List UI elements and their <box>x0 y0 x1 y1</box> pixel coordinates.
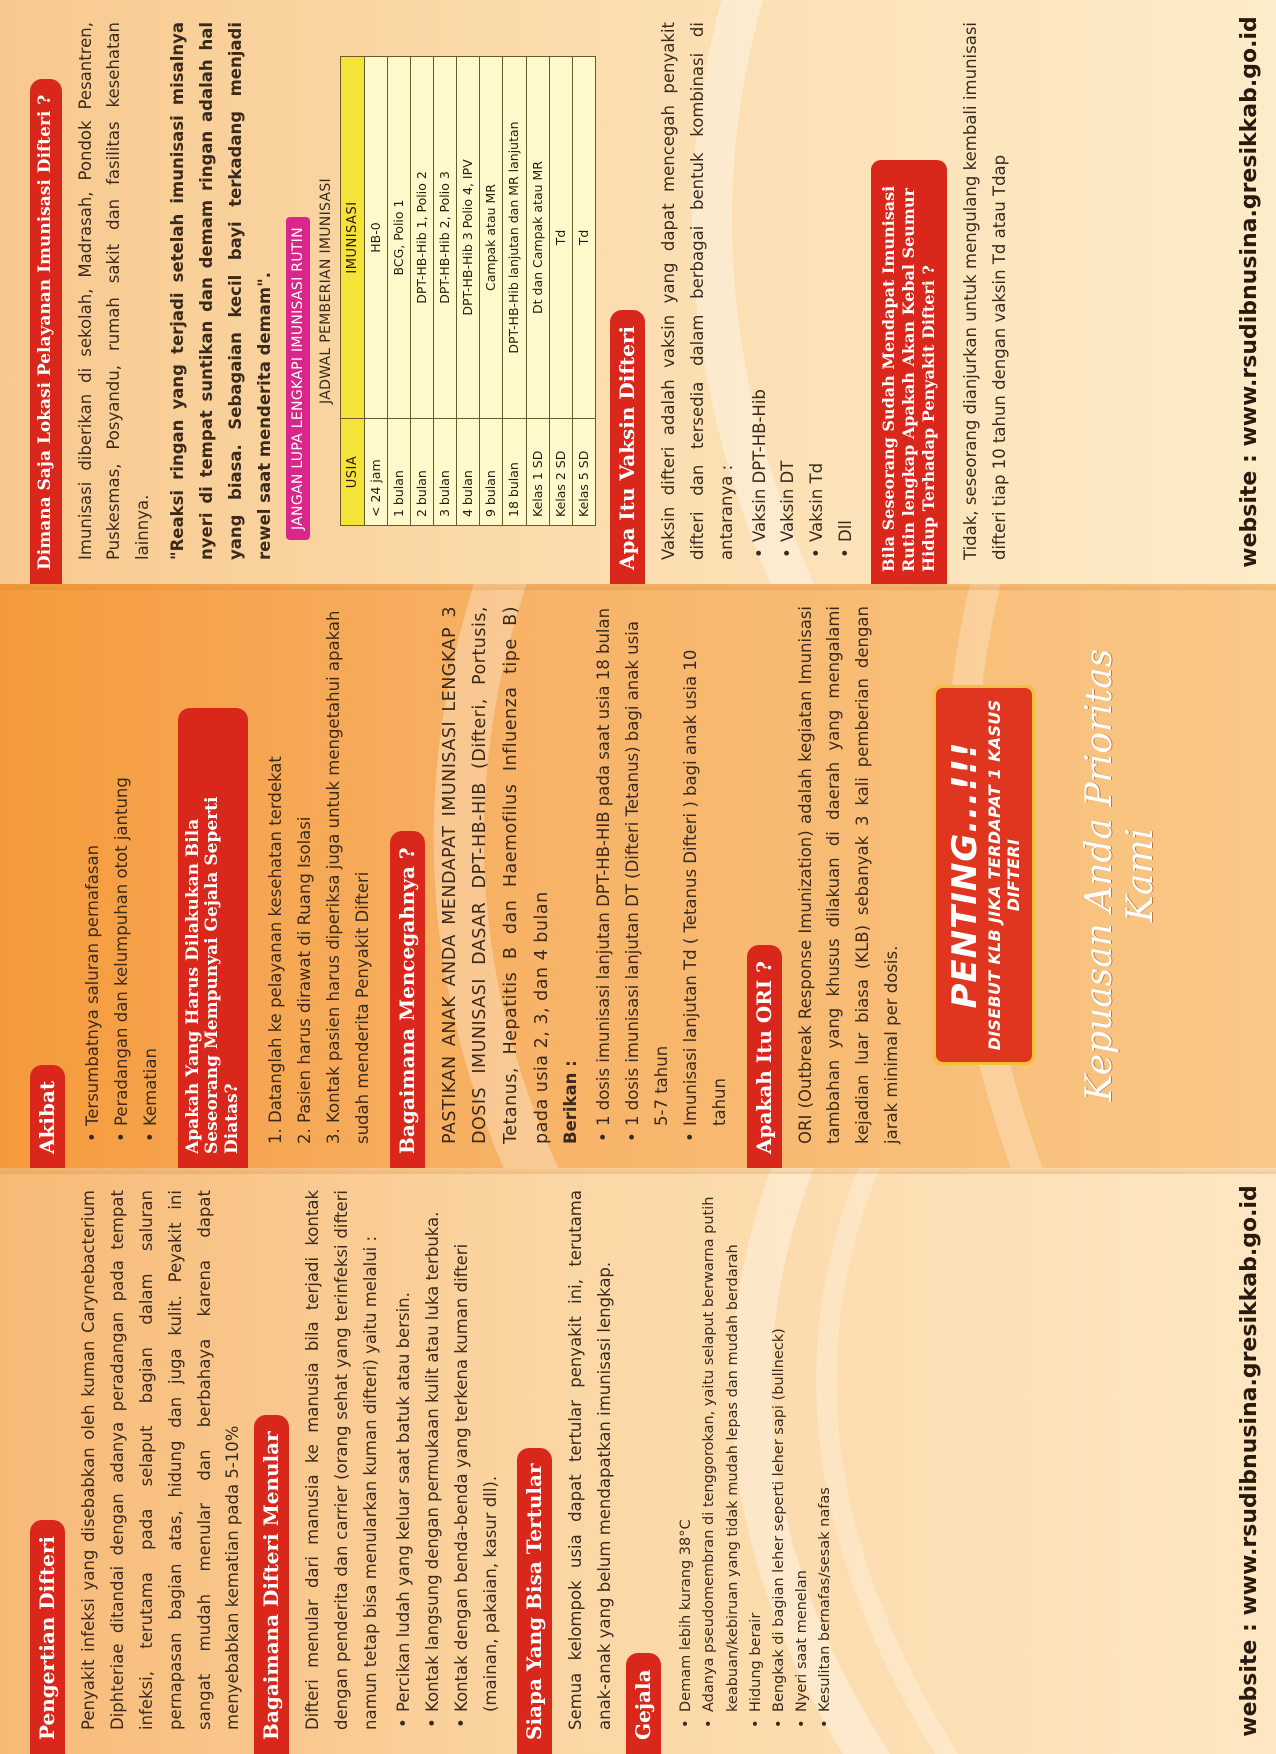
table-header: USIA <box>340 419 364 526</box>
table-cell: Kelas 2 SD <box>549 419 572 526</box>
penting-badge <box>933 685 1035 1065</box>
list-item: 1. Datanglah ke pelayanan kesehatan terdekat <box>266 756 286 1144</box>
table-cell: HB-0 <box>364 57 387 419</box>
table-cell: BCG, Polio 1 <box>387 57 410 419</box>
list-item: 3. Kontak pasien harus diperiksa juga untuk mengetahui apakah sudah menderita Penyakit Difteri <box>324 610 372 1144</box>
table-row <box>572 57 595 526</box>
mencegah-body: PASTIKAN ANAK ANDA MENDAPAT IMUNISASI LENGKAP 3 DOSIS IMUNISASI DASAR DPT-HB-HIB (Difteri, Portusis, Tetanus, Hepatitis B dan Haemofilus Influenza tipe B) pada usia 2, 3, dan 4 bulan <box>439 606 552 1144</box>
panel-middle <box>0 584 1276 1168</box>
table-cell: 18 bulan <box>503 419 526 526</box>
table-cell: Campak atau MR <box>480 57 503 419</box>
schedule-table <box>340 56 596 526</box>
section-title-gejala: Gejala <box>626 1653 661 1754</box>
section-title-mencegah: Bagaimana Mencegahnya ? <box>390 831 425 1168</box>
list-item: • Dll <box>832 22 861 560</box>
tertular-body: Semua kelompok usia dapat tertular penyakit ini, terutama anak-anak yang belum mendapatkan imunisasi lengkap. <box>566 1190 615 1730</box>
website-link-left[interactable]: website : www.rsudibnusina.gresikkab.go.id <box>1237 1185 1262 1737</box>
list-item: • Hidung berair <box>745 1190 768 1730</box>
pengertian-body: Penyakit infeksi yang disebabkan oleh kuman Carynebacterium Diphteriae ditandai dengan adanya peradangan pada tempat infeksi, terutama pada selaput bagian dalam saluran pernapasan bagian atas, hidung dan juga kulit. Peyakit ini sangat mudah menular dan berbahaya karena dapat menyebabkan kematian pada 5-10% <box>79 1190 243 1730</box>
panel-right <box>0 0 1276 584</box>
table-cell: DPT-HB-Hib 1, Polio 2 <box>410 57 433 419</box>
panel-right-content <box>24 22 1216 572</box>
list-item: • Adanya pseudomembran di tenggorokan, yaitu selaput berwarna putih keabuan/kebiruan yang tidak mudah lepas dan mudah berdarah <box>698 1190 744 1730</box>
panel-left-content <box>24 1190 1216 1740</box>
table-cell: DPT-HB-Hib 2, Polio 3 <box>434 57 457 419</box>
list-item: • Kontak langsung dengan permukaan kulit atau luka terbuka. <box>419 1190 448 1730</box>
list-item: • Tersumbatnya saluran pernafasan <box>79 606 108 1144</box>
table-row <box>364 57 387 526</box>
list-item: 2. Pasien harus dirawat di Ruang Isolasi <box>295 816 315 1144</box>
panel-left <box>0 1168 1276 1754</box>
table-cell: Kelas 5 SD <box>572 419 595 526</box>
penting-title: PENTING...!!! <box>945 741 986 1009</box>
list-item: • Kematian <box>137 606 166 1144</box>
berikan-label: Berikan : <box>561 1060 581 1144</box>
vaksin-list <box>746 22 862 560</box>
list-item: • Kontak dengan benda-benda yang terkena kuman difteri (mainan, pakaian, kasur dll). <box>448 1190 506 1730</box>
akibat-list <box>79 606 166 1144</box>
table-cell: 3 bulan <box>434 419 457 526</box>
section-title-lokasi: Dimana Saja Lokasi Pelayanan Imunisasi Difteri ? <box>30 79 62 584</box>
table-row <box>410 57 433 526</box>
table-cell: Td <box>549 57 572 419</box>
tindakan-list <box>262 606 378 1144</box>
list-item: • 1 dosis imunisasi lanjutan DPT-HB-HIB pada saat usia 18 bulan <box>590 606 619 1144</box>
table-row <box>526 57 549 526</box>
table-cell: 9 bulan <box>480 419 503 526</box>
gejala-list <box>675 1190 837 1730</box>
section-title-vaksin: Apa Itu Vaksin Difteri <box>610 310 645 584</box>
menular-body: Difteri menular dari manusia ke manusia bila terjadi kontak dengan penderita dan carrier (orang sehat yang terinfeksi difteri namun tetap bisa menularkan kuman difteri) yaitu melalui : <box>303 1190 380 1730</box>
vaksin-body: Vaksin difteri adalah vaksin yang dapat mencegah penyakit difteri dan tersedia dalam berbagai bentuk kombinasi di antaranya : <box>658 22 736 560</box>
section-title-akibat: Akibat <box>30 1065 65 1168</box>
list-item: • Peradangan dan kelumpuhan otot jantung <box>108 606 137 1144</box>
website-link-right[interactable]: website : www.rsudibnusina.gresikkab.go.id <box>1237 16 1262 568</box>
panel-middle-content <box>24 606 1216 1154</box>
list-item: • Bengkak di bagian leher seperti leher sapi (bullneck) <box>768 1190 791 1730</box>
table-cell: 1 bulan <box>387 419 410 526</box>
table-row <box>434 57 457 526</box>
lokasi-body: Imunisasi diberikan di sekolah, Madrasah, Pondok Pesantren, Puskesmas, Posyandu, rumah sakit dan fasilitas kesehatan lainnya. <box>75 22 153 560</box>
section-title-ori: Apakah Itu ORI ? <box>747 945 782 1168</box>
section-title-menular: Bagaimana Difteri Menular <box>254 1415 289 1754</box>
table-row <box>480 57 503 526</box>
reaksi-quote: "Reaksi ringan yang terjadi setelah imunisasi misalnya nyeri di tempat suntikan dan demam ringan adalah hal yang biasa. Sebagaian kecil bayi terkadang menjadi rewel saat menderita demam". <box>168 22 274 560</box>
list-item: • 1 dosis imunisasi lanjutan DT (Difteri Tetanus) bagi anak usia 5-7 tahun <box>619 606 677 1144</box>
list-item: • Vaksin DT <box>774 22 803 560</box>
table-cell: 2 bulan <box>410 419 433 526</box>
berikan-list <box>590 606 734 1144</box>
kebal-body: Tidak, seseorang dianjurkan untuk mengulang kembali imunisasi difteri tiap 10 tahun dengan vaksin Td atau Tdap <box>961 22 1009 560</box>
section-title-kebal: Bila Seseorang Sudah Mendapat Imunisasi Rutin lengkap Apakah Akan Kebal Seumur Hidup Terhadap Penyakit Difteri ? <box>871 160 947 584</box>
penting-subtitle: DISEBUT KLB JIKA TERDAPAT 1 KASUS DIFTERI <box>985 699 1024 1051</box>
list-item: • Vaksin DPT-HB-Hib <box>746 22 775 560</box>
table-row <box>503 57 526 526</box>
table-cell: DPT-HB-Hib 3 Polio 4, IPV <box>457 57 480 419</box>
table-header: IMUNISASI <box>340 57 364 419</box>
list-item: • Kesulitan bernafas/sesak nafas <box>814 1190 837 1730</box>
table-row <box>549 57 572 526</box>
list-item: • Demam lebih kurang 38°C <box>675 1190 698 1730</box>
list-item: • Vaksin Td <box>803 22 832 560</box>
list-item: • Nyeri saat menelan <box>791 1190 814 1730</box>
table-row <box>387 57 410 526</box>
table-cell: < 24 jam <box>364 419 387 526</box>
ori-body: ORI (Outbreak Response Imunization) adalah kegiatan Imunisasi tambahan yang khusus dilakuan di daerah yang mengalami kejadian luar biasa (KLB) sebanyak 3 kali pemberian dengan jarak minimal per dosis. <box>795 606 902 1144</box>
table-cell: Dt dan Campak atau MR <box>526 57 549 419</box>
table-row <box>457 57 480 526</box>
table-cell: DPT-HB-Hib lanjutan dan MR lanjutan <box>503 57 526 419</box>
section-title-tindakan: Apakah Yang Harus Dilakukan Bila Seseorang Mempunyai Gejala Seperti Diatas? <box>178 708 249 1168</box>
list-item: • Percikan ludah yang keluar saat batuk atau bersin. <box>390 1190 419 1730</box>
table-cell: Kelas 1 SD <box>526 419 549 526</box>
menular-list <box>390 1190 506 1730</box>
tagline: Kepuasan Anda Prioritas Kami <box>1079 648 1162 1102</box>
section-title-tertular: Siapa Yang Bisa Tertular <box>517 1448 552 1754</box>
table-cell: Td <box>572 57 595 419</box>
table-cell: 4 bulan <box>457 419 480 526</box>
section-title-pengertian: Pengertian Difteri <box>30 1520 65 1754</box>
list-item: • Imunisasi lanjutan Td ( Tetanus Difteri ) bagi anak usia 10 tahun <box>677 606 735 1144</box>
imunisasi-banner: JANGAN LUPA LENGKAPI IMUNISASI RUTIN <box>286 217 310 540</box>
schedule-title: JADWAL PEMBERIAN IMUNISASI <box>317 178 334 404</box>
